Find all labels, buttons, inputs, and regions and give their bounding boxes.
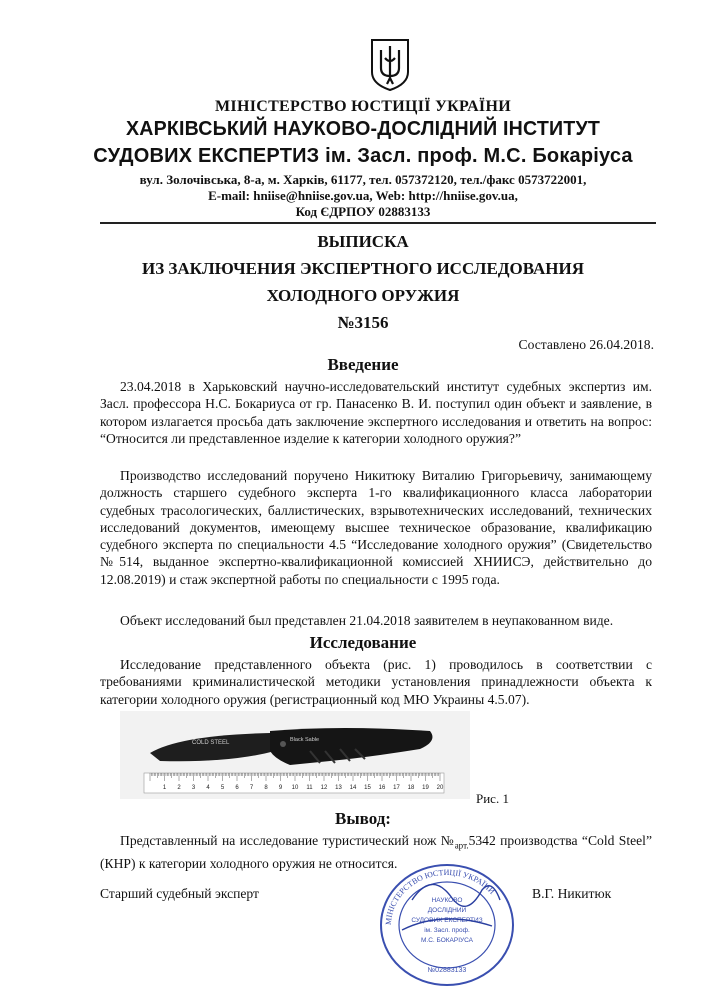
ruler-number: 19 [422,785,429,791]
research-paragraph: Исследование представленного объекта (рис. 1) проводилось в соответствии с требованиями криминалистической методики установления принадлежности объекта к категории холодного оружия (регистрационный код МЮ Украины 4.5.07). [100,657,652,707]
ruler-number: 20 [436,785,444,791]
stamp-line-3: СУДОВИХ ЕКСПЕРТИЗ [411,917,483,924]
official-stamp [372,860,522,990]
compiled-date: Составлено 26.04.2018. [518,337,654,352]
intro-paragraph-1: 23.04.2018 в Харьковский научно-исследовательский институт судебных экспертиз им. Засл. профессора Н.С. Бокариуса от гр. Панасенко В. И. поступил один объект и заявление, в котором излагается просьба дать заключение экспертного исследования и ответить на вопрос: “Относится ли представленное изделие к категории холодного оружия?” [100,379,652,446]
intro-paragraph-2: Производство исследований поручено Никитюку Виталию Григорьевичу, занимающему должность старшего судебного эксперта 1-го квалификационного класса лаборатории судебных трасологических, баллистических, взрывотехнических исследований, технических исследований документов, имеющему высшее техническое образование, квалификацию судебного эксперта по специальности 4.5 “Исследование холодного оружия” (Свидетельство №514, выданное экспертно-квалификационной комиссией ХНИИСЭ, действительно до 12.08.2019) и стаж экспертной работы по специальности с 1995 года. [100,468,652,587]
doc-subtitle: ИЗ ЗАКЛЮЧЕНИЯ ЭКСПЕРТНОГО ИССЛЕДОВАНИЯ [141,259,585,278]
ruler-number: 1 [162,785,167,791]
research-heading: Исследование [309,633,417,652]
ruler-number: 18 [407,785,415,791]
institute-address: вул. Золочівська, 8-а, м. Харків, 61177, тел. 057372120, тел./факс 0573722001, [139,172,587,187]
ruler-number: 15 [364,785,371,791]
institute-name-line1: ХАРКІВСЬКИЙ НАУКОВО-ДОСЛІДНИЙ ІНСТИТУТ [125,118,601,140]
ruler-number: 14 [349,785,357,791]
intro-heading: Введение [327,355,399,374]
ruler-number: 8 [264,785,268,791]
stamp-line-4: ім. Засл. проф. [424,927,470,934]
ruler-number: 5 [220,785,225,791]
ruler-number: 16 [378,785,386,791]
ruler-number: 13 [335,785,342,791]
intro-paragraph-3: Объект исследований был представлен 21.04.2018 заявителем в неупакованном виде. [120,613,614,628]
ruler-number: 12 [320,785,328,791]
handle-brand-text: Black Sable [290,737,320,743]
header-divider [100,222,656,224]
ruler-number: 4 [206,785,210,791]
ruler-number: 17 [393,785,400,791]
knife-illustration [120,711,470,799]
knife-photo [120,711,470,799]
stamp-line-5: М.С. БОКАРІУСА [420,937,474,944]
ministry-name: МІНІСТЕРСТВО ЮСТИЦІЇ УКРАЇНИ [215,98,511,115]
stamp-line-2: ДОСЛІДНИЙ [427,907,467,914]
conclusion-article-sub: арт. [454,840,469,851]
doc-title: ВЫПИСКА [317,232,409,251]
signature-name: В.Г. Никитюк [532,886,612,901]
stamp-line-1: НАУКОВО [431,897,463,904]
ruler-number: 3 [191,785,196,791]
signature-position: Старший судебный эксперт [100,886,259,901]
ruler-number: 11 [306,785,313,791]
ruler-number: 7 [249,785,254,791]
institute-code: Код ЄДРПОУ 02883133 [295,204,431,219]
doc-subtitle-2: ХОЛОДНОГО ОРУЖИЯ [266,286,460,305]
ruler-number: 10 [291,785,299,791]
conclusion-text-pre: Представленный на исследование туристический нож № [120,833,455,848]
institute-name-line2: СУДОВИХ ЕКСПЕРТИЗ ім. Засл. проф. М.С. Бокаріуса [93,145,633,167]
stamp-ring-text: МІНІСТЕРСТВО ЮСТИЦІЇ УКРАЇНИ [383,867,497,926]
conclusion-heading: Вывод: [335,809,391,828]
stamp-code: №02883133 [427,967,467,974]
ruler-number: 6 [235,785,239,791]
coat-of-arms-icon [369,38,411,92]
doc-number: №3156 [337,313,389,332]
ruler-number: 9 [278,785,283,791]
conclusion-text-post: 5342 производства “Cold Steel” (КНР) к категории холодного оружия не относится. [100,833,652,872]
blade-brand-text: COLD STEEL [192,740,230,746]
figure-caption: Рис. 1 [476,791,509,806]
institute-contacts: E-mail: hniise@hniise.gov.ua, Web: http://hniise.gov.ua, [208,188,518,203]
ruler-number: 2 [177,785,181,791]
